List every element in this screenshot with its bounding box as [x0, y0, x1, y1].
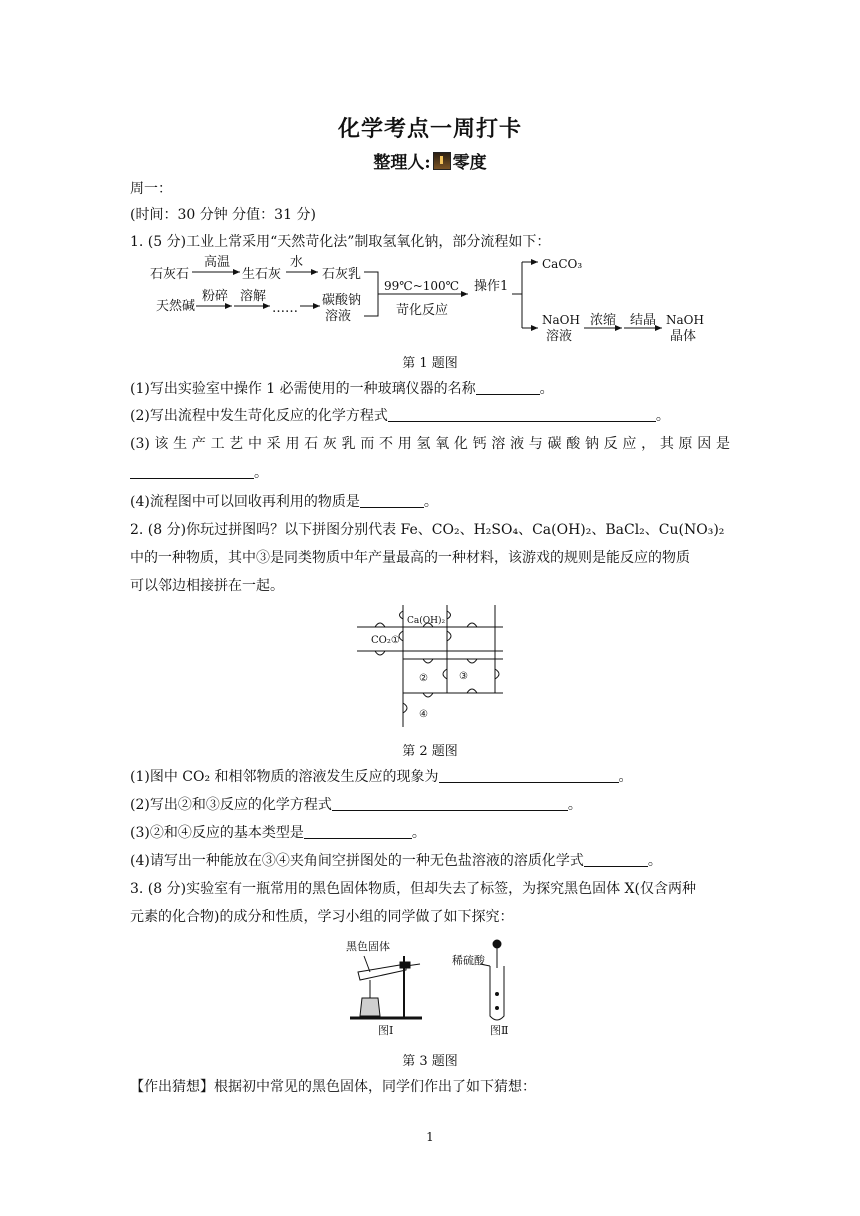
fig2-caption: 图Ⅱ [490, 1024, 509, 1037]
puzzle-caoh2: Ca(OH)₂ [407, 616, 446, 626]
q1-flow-chart [150, 252, 710, 348]
fig2-apparatus [480, 940, 504, 1020]
q3-apparatus-figure [340, 936, 530, 1040]
q1-part3-answer: 。 [130, 462, 730, 484]
q3-figure-caption: 第 3 题图 [402, 1054, 458, 1069]
day-label: 周一： [130, 181, 172, 197]
flow-naoh: NaOH [542, 313, 580, 327]
q1-part1: (1)写出实验室中操作 1 必需使用的一种玻璃仪器的名称 。 [130, 381, 554, 397]
q2-part4: (4)请写出一种能放在③④夹角间空拼图处的一种无色盐溶液的溶质化学式 。 [130, 853, 662, 869]
flow-naoh-solution: 溶液 [546, 329, 573, 344]
q2-stem-line2: 中的一种物质，其中③是同类物质中年产量最高的一种材料，该游戏的规则是能反应的物质 [130, 550, 690, 566]
flow-dots: …… [272, 301, 298, 316]
puzzle-piece-2: ② [419, 673, 428, 684]
flow-temperature: 99℃~100℃ [384, 279, 460, 293]
puzzle-piece-3: ③ [459, 671, 468, 682]
flow-natural-soda: 天然碱 [156, 299, 196, 314]
flow-dissolve: 溶解 [240, 289, 267, 304]
q2-stem-line1: 2. (8 分)你玩过拼图吗？以下拼图分别代表 Fe、CO₂、H₂SO₄、Ca(OH)₂、BaCl₂、Cu(NO₃)₂ [130, 522, 725, 538]
q3-stem-line2: 元素的化合物)的成分和性质，学习小组的同学做了如下探究： [130, 909, 514, 925]
page-number: 1 [426, 1130, 434, 1144]
q1-part2: (2)写出流程中发生苛化反应的化学方程式 。 [130, 408, 670, 424]
fig1-caption: 图Ⅰ [378, 1024, 394, 1037]
q2-figure-caption: 第 2 题图 [402, 744, 458, 759]
q2-puzzle-figure [355, 603, 505, 731]
q2-part2: (2)写出②和③反应的化学方程式 。 [130, 797, 582, 813]
author-label: 整理人: [373, 153, 431, 173]
flow-limestone: 石灰石 [150, 267, 190, 282]
puzzle-piece-4: ④ [419, 709, 428, 720]
q1-part3: (3) 该 生 产 工 艺 中 采 用 石 灰 乳 而 不 用 氢 氧 化 钙 溶 液 与 碳 酸 钠 反 应 ， 其 原 因 是 [130, 436, 730, 452]
q2-part1: (1)图中 CO₂ 和相邻物质的溶液发生反应的现象为 。 [130, 769, 633, 785]
flow-sodium-carbonate-solution: 溶液 [325, 309, 352, 324]
flow-caco3: CaCO₃ [542, 257, 583, 271]
flow-naoh-crystal-label: 晶体 [670, 329, 697, 344]
author-name: 零度 [452, 153, 487, 173]
fig2-label: 稀硫酸 [452, 954, 485, 967]
flow-water: 水 [290, 255, 304, 270]
flow-reaction: 苛化反应 [396, 303, 449, 318]
q3-stem-line1: 3. (8 分)实验室有一瓶常用的黑色固体物质，但却失去了标签，为探究黑色固体 X(仅含两种 [130, 881, 696, 897]
q2-part3: (3)②和④反应的基本类型是 。 [130, 825, 426, 841]
flow-crush: 粉碎 [202, 289, 229, 304]
q1-part4: (4)流程图中可以回收再利用的物质是 。 [130, 494, 438, 510]
fig1-label: 黑色固体 [346, 940, 390, 953]
flow-lime-milk: 石灰乳 [322, 267, 362, 282]
flow-operation: 操作1 [474, 279, 509, 294]
page-title: 化学考点一周打卡 [337, 117, 522, 142]
time-info: (时间：30 分钟 分值：31 分) [130, 207, 316, 223]
flow-concentrate: 浓缩 [590, 313, 617, 328]
flow-quicklime: 生石灰 [242, 267, 282, 282]
flow-sodium-carbonate: 碳酸钠 [322, 293, 362, 308]
flow-naoh-crystal: NaOH [666, 313, 704, 327]
fig1-apparatus [350, 956, 422, 1018]
author-line [0, 148, 860, 173]
q1-stem: 1. (5 分)工业上常采用“天然苛化法”制取氢氧化钠，部分流程如下： [130, 234, 551, 250]
flow-crystallize: 结晶 [630, 313, 657, 328]
q3-guess: 【作出猜想】根据初中常见的黑色固体，同学们作出了如下猜想： [130, 1079, 536, 1095]
author-avatar-icon [433, 152, 451, 170]
q1-figure-caption: 第 1 题图 [402, 356, 458, 371]
q2-stem-line3: 可以邻边相接拼在一起。 [130, 578, 284, 594]
puzzle-co2: CO₂① [371, 635, 400, 646]
flow-high-temp: 高温 [204, 255, 231, 270]
